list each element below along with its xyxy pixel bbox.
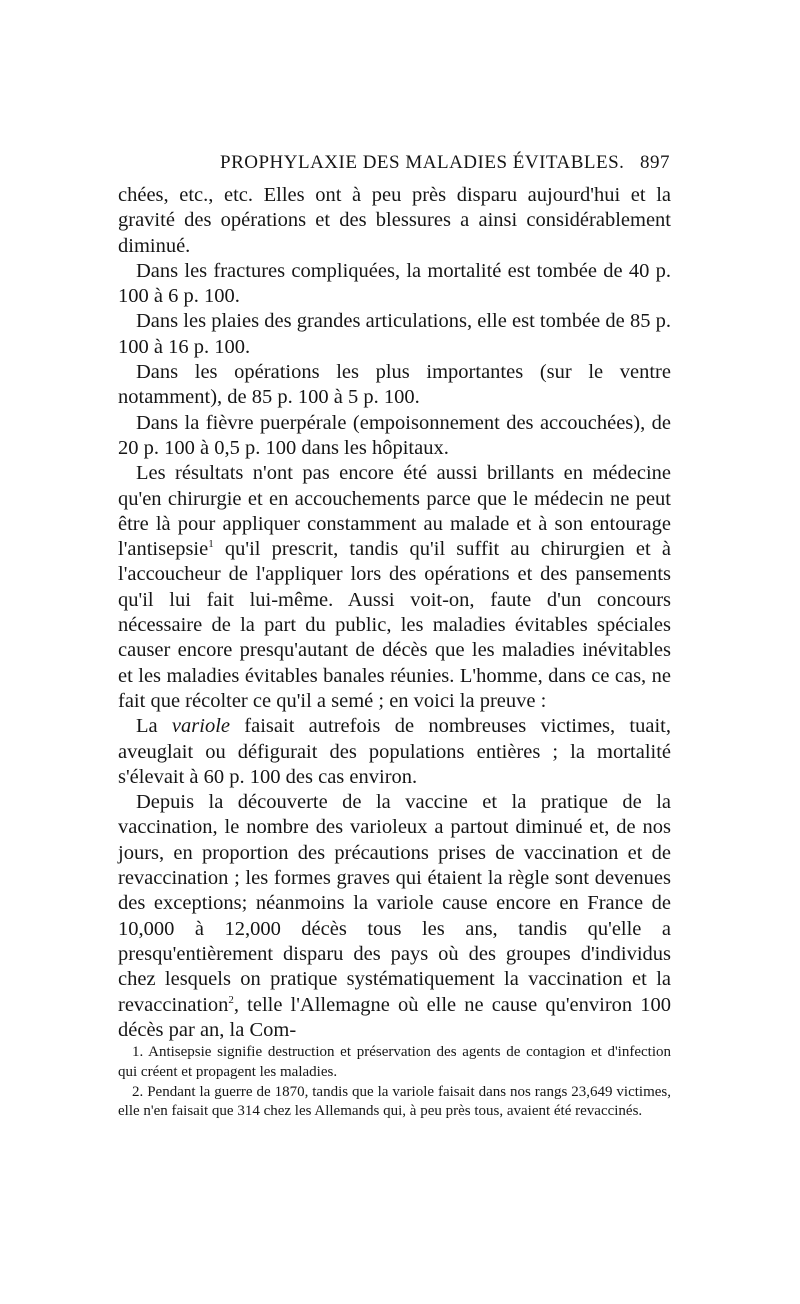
footnotes — [118, 1043, 671, 1122]
paragraph-operations: Dans les opérations les plus importantes (sur le ventre notamment), de 85 p. 100 à 5 p. 100. — [118, 361, 671, 409]
running-head — [138, 152, 670, 176]
paragraph-variole-text-b: faisait autrefois de nombreuses victimes, tuait, aveuglait ou défigurait des populations entières ; la mortalité s'élevait à 60 p. 100 des cas environ. — [118, 715, 671, 788]
footnote-ref-1: 1 — [208, 538, 214, 551]
paragraph-resultats-text-b: qu'il prescrit, tandis qu'il suffit au chirurgien et à l'accoucheur de l'appliquer lors des opérations et des pansements qu'il lui fait lui-même. Aussi voit-on, faute d'un concours nécessaire de la part du public, les maladies évitables spéciales causer encore presqu'autant de décès que les maladies inévitables et les maladies évitables banales réunies. L'homme, dans ce cas, ne fait que récolter ce qu'il a semé ; en voici la preuve : — [118, 538, 671, 712]
footnote-ref-2: 2 — [228, 993, 234, 1006]
variole-term: variole — [171, 715, 230, 738]
paragraph-fractures: Dans les fractures compliquées, la mortalité est tombée de 40 p. 100 à 6 p. 100. — [118, 259, 671, 308]
paragraph-variole-text-a: La — [136, 715, 172, 738]
paragraph-resultats-text-a: Les résultats n'ont pas encore été aussi brillants en médecine qu'en chirurgie et en accouchements parce que le médecin ne peut être là pour appliquer constamment au malade et à son entourage l'antisepsie — [118, 462, 671, 561]
paragraph-resultats — [118, 461, 671, 714]
paragraph-articulations: Dans les plaies des grandes articulations, elle est tombée de 85 p. 100 à 16 p. 100. — [118, 310, 671, 358]
paragraph-vaccine-text-a: Depuis la découverte de la vaccine et la pratique de la vaccination, le nombre des varioleux a partout diminué et, de nos jours, en proportion des précautions prises de vaccination et de revaccination ; les formes graves qui étaient la règle sont devenues des exceptions; néanmoins la variole cause encore en France de 10,000 à 12,000 décès tous les ans, tandis qu'elle a presqu'entièrement disparu des pays où des groupes d'individus chez lesquels on pratique systématiquement la vaccination et la revaccination — [118, 791, 671, 1016]
paragraph-variole — [118, 714, 671, 790]
running-title: PROPHYLAXIE DES MALADIES ÉVITABLES. — [220, 152, 625, 173]
paragraph-vaccine-text-b: , telle l'Allemagne où elle ne cause qu'environ 100 décès par an, la Com- — [118, 993, 671, 1041]
paragraph-vaccine — [118, 790, 671, 1043]
footnote-1: 1. Antisepsie signifie destruction et préservation des agents de contagion et d'infection qui créent et propagent les maladies. — [118, 1044, 671, 1080]
footnote-2: 2. Pendant la guerre de 1870, tandis que la variole faisait dans nos rangs 23,649 victimes, elle n'en faisait que 314 chez les Allemands qui, à peu près tous, avaient été revaccinés. — [118, 1083, 671, 1120]
paragraph-continuation: chées, etc., etc. Elles ont à peu près disparu aujourd'hui et la gravité des opérations et des blessures a ainsi considérablement diminué. — [118, 184, 671, 257]
body-text — [118, 183, 671, 1043]
paragraph-fievre-puerperale: Dans la fièvre puerpérale (empoisonnement des accouchées), de 20 p. 100 à 0,5 p. 100 dans les hôpitaux. — [118, 411, 671, 459]
page-number: 897 — [640, 152, 670, 173]
